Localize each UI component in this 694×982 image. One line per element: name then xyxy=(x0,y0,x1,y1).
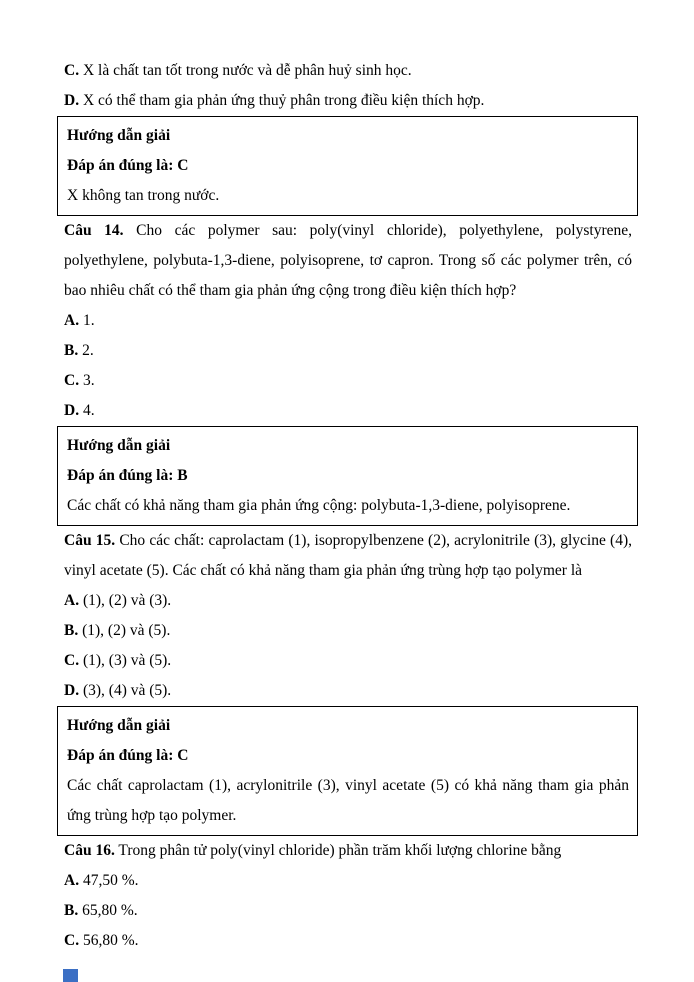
question-text: Cho các chất: caprolactam (1), isopropylbenzene (2), acrylonitrile (3), glycine (4), vinyl acetate (5). Các chất có khả năng tham gia phản ứng trùng hợp tạo polymer là xyxy=(64,532,633,579)
option-label: A. xyxy=(64,592,80,609)
option-line xyxy=(64,56,632,86)
option-text: (1), (2) và (5). xyxy=(78,622,171,639)
option-text: (1), (3) và (5). xyxy=(79,652,172,669)
option-text: 2. xyxy=(78,342,94,359)
option-text: 65,80 %. xyxy=(78,902,138,919)
option-text: 4. xyxy=(79,402,95,419)
option-text: X là chất tan tốt trong nước và dễ phân huỷ sinh học. xyxy=(79,62,412,79)
option-label: A. xyxy=(64,872,80,889)
option-line xyxy=(64,616,632,646)
option-line xyxy=(64,366,632,396)
link-fragment[interactable] xyxy=(63,969,78,982)
question-14 xyxy=(64,216,632,306)
option-text: 47,50 %. xyxy=(79,872,139,889)
solution-box-title: Hướng dẫn giải xyxy=(67,437,171,454)
question-label: Câu 15. xyxy=(64,532,116,549)
question-15 xyxy=(64,526,632,586)
option-line xyxy=(64,926,632,956)
option-label: D. xyxy=(64,92,80,109)
option-text: X có thể tham gia phản ứng thuỷ phân trong điều kiện thích hợp. xyxy=(79,92,485,109)
option-line xyxy=(64,396,632,426)
question-label: Câu 16. xyxy=(64,842,115,859)
option-label: C. xyxy=(64,62,80,79)
option-text: 56,80 %. xyxy=(79,932,139,949)
option-line xyxy=(64,676,632,706)
option-text: 3. xyxy=(79,372,95,389)
option-line xyxy=(64,866,632,896)
option-label: C. xyxy=(64,652,80,669)
question-16 xyxy=(64,836,632,866)
solution-box xyxy=(57,426,638,526)
solution-box xyxy=(57,706,638,836)
solution-box xyxy=(57,116,638,216)
option-line xyxy=(64,86,632,116)
option-label: B. xyxy=(64,902,79,919)
option-label: D. xyxy=(64,682,80,699)
option-line xyxy=(64,896,632,926)
solution-box-title: Hướng dẫn giải xyxy=(67,127,171,144)
option-label: C. xyxy=(64,932,80,949)
option-label: B. xyxy=(64,622,79,639)
option-label: A. xyxy=(64,312,80,329)
option-text: (1), (2) và (3). xyxy=(79,592,172,609)
solution-box-answer: Đáp án đúng là: C xyxy=(67,747,189,764)
solution-box-body: Các chất có khả năng tham gia phản ứng cộng: polybuta-1,3-diene, polyisoprene. xyxy=(67,497,571,514)
question-label: Câu 14. xyxy=(64,222,124,239)
solution-box-title: Hướng dẫn giải xyxy=(67,717,171,734)
option-label: D. xyxy=(64,402,80,419)
option-line xyxy=(64,586,632,616)
option-line xyxy=(64,646,632,676)
option-label: C. xyxy=(64,372,80,389)
option-text: (3), (4) và (5). xyxy=(79,682,172,699)
option-label: B. xyxy=(64,342,79,359)
question-text: Trong phân tử poly(vinyl chloride) phần trăm khối lượng chlorine bằng xyxy=(114,842,562,859)
solution-box-answer: Đáp án đúng là: C xyxy=(67,157,189,174)
option-line xyxy=(64,336,632,366)
solution-box-body: X không tan trong nước. xyxy=(67,187,220,204)
question-text: Cho các polymer sau: poly(vinyl chloride), polyethylene, polystyrene, polyethylene, polybuta-1,3-diene, polyisoprene, tơ capron. Trong số các polymer trên, có bao nhiêu chất có thể tham gia phản ứng cộng trong điều kiện thích hợp? xyxy=(64,222,632,299)
solution-box-body: Các chất caprolactam (1), acrylonitrile (3), vinyl acetate (5) có khả năng tham gia phản ứng trùng hợp tạo polymer. xyxy=(67,777,629,824)
option-text: 1. xyxy=(79,312,95,329)
option-line xyxy=(64,306,632,336)
solution-box-answer: Đáp án đúng là: B xyxy=(67,467,188,484)
